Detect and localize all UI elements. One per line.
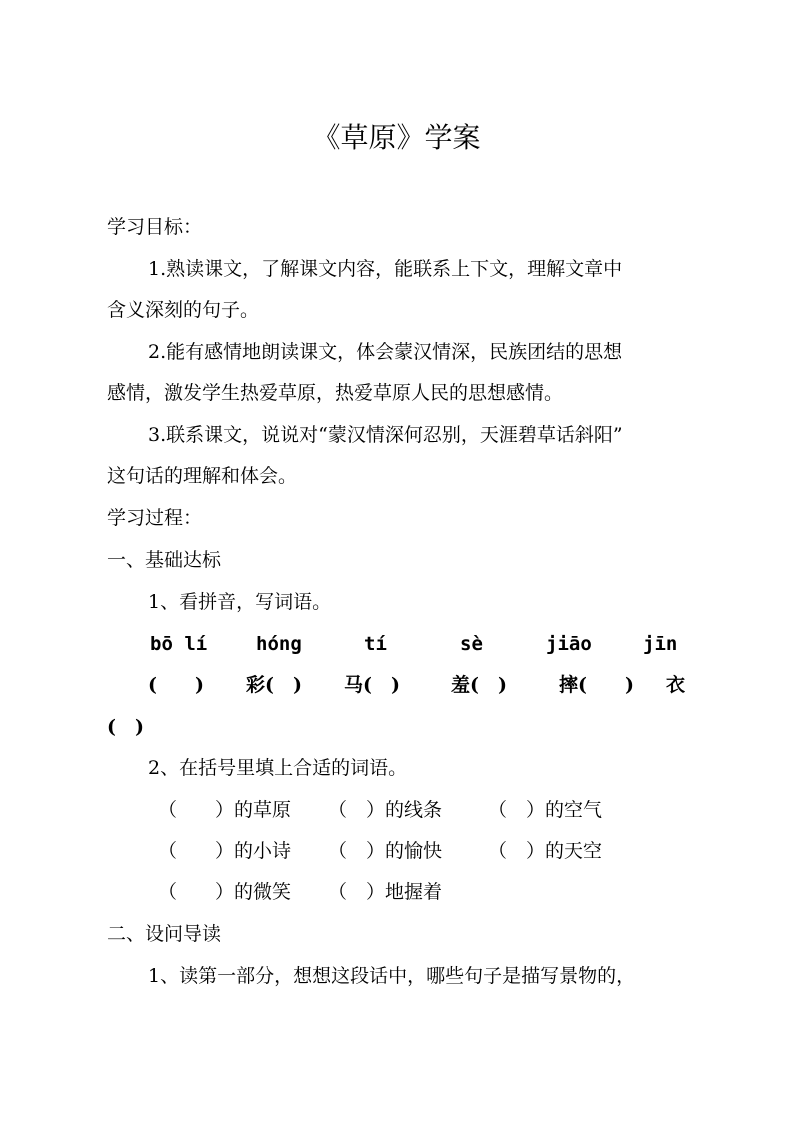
fill-item: （ ）的天空: [488, 840, 603, 862]
section-1-heading: 一、基础达标: [107, 549, 222, 571]
page-title: 《草原》学案: [312, 121, 481, 154]
fill-item: （ ）的微笑: [158, 881, 292, 903]
goal-1-line-1: 1.熟读课文，了解课文内容，能联系上下文，理解文章中: [148, 258, 623, 280]
section-2-question-1: 1、读第一部分，想想这段话中，哪些句子是描写景物的，: [148, 965, 636, 987]
section-2-heading: 二、设问导读: [107, 923, 222, 945]
goal-3-line-1: 3.联系课文，说说对“蒙汉情深何忍别，天涯碧草话斜阳”: [148, 424, 623, 446]
write-word-blank: 羞( ): [451, 674, 507, 696]
pinyin-item: jīn: [643, 633, 678, 655]
goal-3-line-2: 这句话的理解和体会。: [107, 465, 298, 487]
pinyin-item: jiāo: [546, 633, 592, 655]
pinyin-item: sè: [460, 633, 483, 655]
fill-item: （ ）的小诗: [158, 840, 292, 862]
fill-item: （ ）地握着: [328, 881, 443, 903]
goal-2-line-1: 2.能有感情地朗读课文，体会蒙汉情深，民族团结的思想: [148, 341, 623, 363]
goals-heading: 学习目标：: [107, 216, 203, 238]
pinyin-item: hóng: [256, 633, 302, 655]
process-heading: 学习过程：: [107, 507, 203, 529]
pinyin-item: bō lí: [150, 633, 208, 655]
pinyin-item: tí: [364, 633, 387, 655]
write-word-blank: 彩( ): [246, 674, 302, 696]
fill-item: （ ）的愉快: [328, 840, 443, 862]
write-word-blank: ( ): [148, 674, 204, 696]
write-words-row: [0, 670, 793, 702]
pinyin-row: [0, 629, 793, 659]
write-word-blank: 马( ): [344, 674, 400, 696]
fill-item: （ ）的线条: [328, 799, 443, 821]
question-1: 1、看拼音，写词语。: [148, 591, 332, 613]
write-word-blank-wrap: ( ): [107, 716, 144, 738]
write-word-blank: 摔( ): [559, 674, 634, 696]
fill-item: （ ）的空气: [488, 799, 603, 821]
question-2: 2、在括号里填上合适的词语。: [148, 757, 408, 779]
write-word-blank: 衣: [666, 674, 686, 696]
goal-1-line-2: 含义深刻的句子。: [107, 299, 260, 321]
fill-item: （ ）的草原: [158, 799, 292, 821]
goal-2-line-2: 感情，激发学生热爱草原，热爱草原人民的思想感情。: [107, 382, 564, 404]
